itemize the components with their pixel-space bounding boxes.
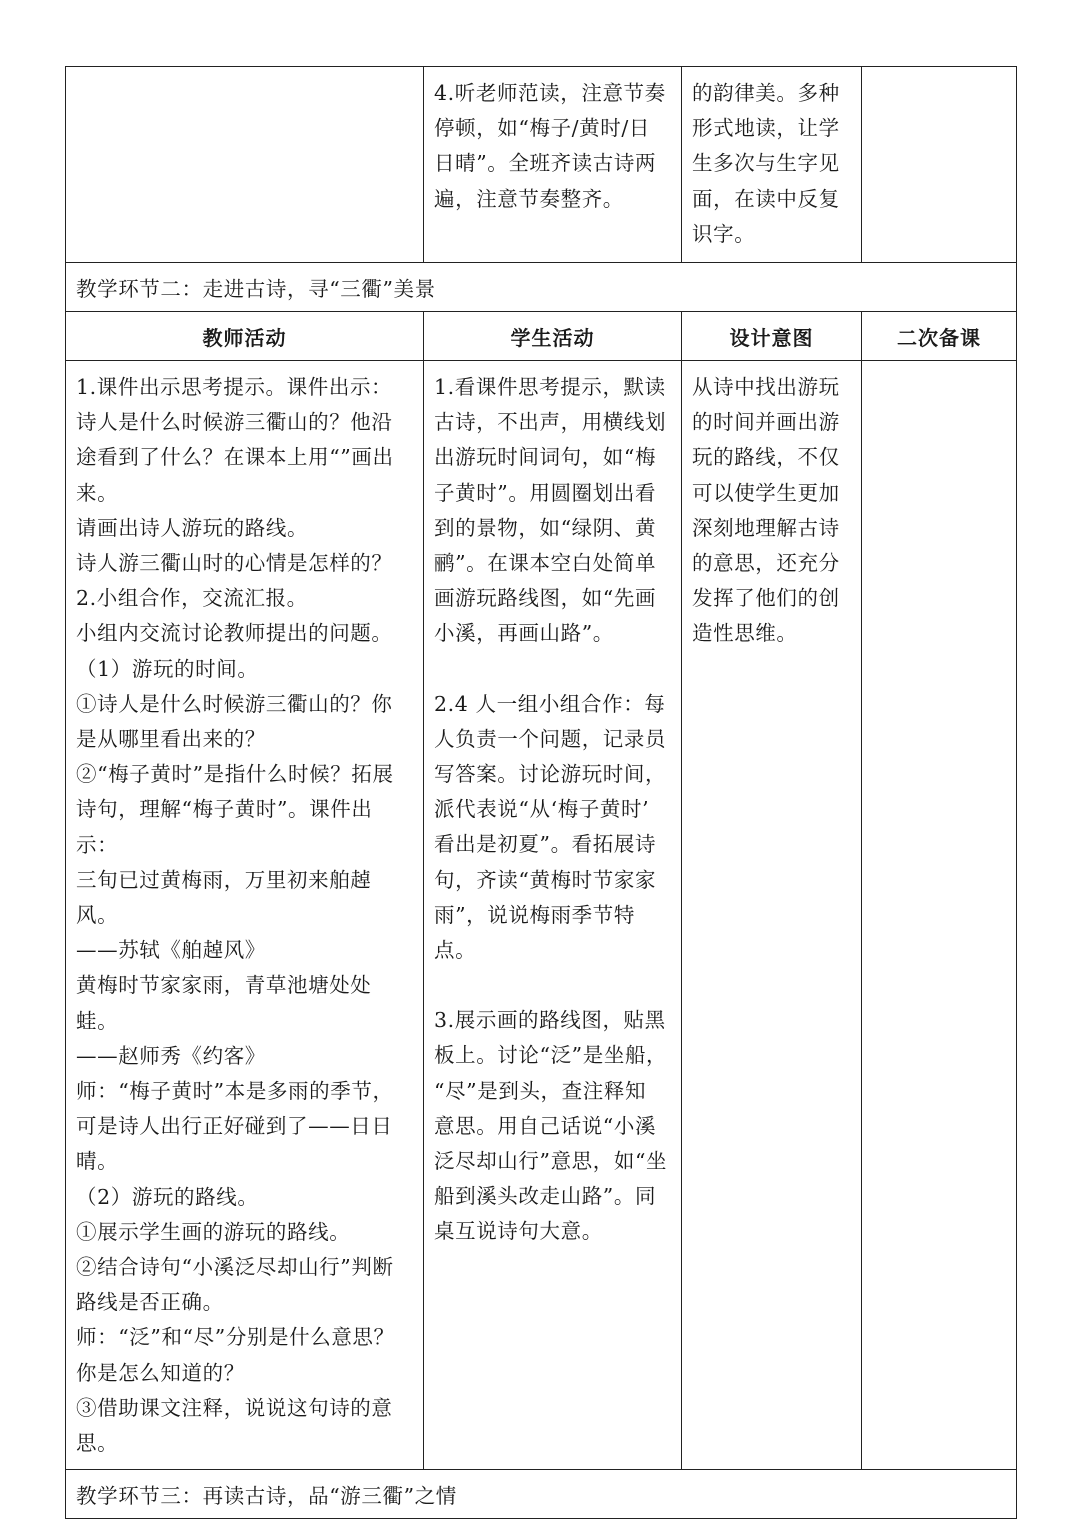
intent-text-top: 的韵律美。多种 形式地读，让学 生多次与生字见 面，在读中反复 识字。 bbox=[692, 81, 840, 246]
prep-cell-top bbox=[862, 67, 1017, 263]
intent-cell-main bbox=[682, 361, 862, 1470]
top-continuation-row bbox=[66, 67, 1017, 263]
lesson-plan-table bbox=[65, 66, 1017, 1519]
teacher-text-main: 1.课件出示思考提示。课件出示： 诗人是什么时候游三衢山的？他沿 途看到了什么？在课本上用“”画出 来。 请画出诗人游玩的路线。 诗人游三衢山时的心情是怎样的？ 2.小组合作，交流汇报。 小组内交流讨论教师提出的问题。 （1）游玩的时间。 ①诗人是什么时候游三衢山的？你 是从哪里看出来的？ ②“梅子黄时”是指什么时候？拓展 诗句，理解“梅子黄时”。课件出示： 三旬已过黄梅雨，万里初来舶趠风。 ——苏轼《舶趠风》 黄梅时节家家雨，青草池塘处处蛙。 ——赵师秀《约客》 师：“梅子黄时”本是多雨的季节， 可是诗人出行正好碰到了——日日 晴。 （2）游玩的路线。 ①展示学生画的游玩的路线。 ②结合诗句“小溪泛尽却山行”判断 路线是否正确。 师：“泛”和“尽”分别是什么意思？ 你是怎么知道的？ ③借助课文注释，说说这句诗的意 思。 bbox=[76, 375, 395, 1456]
prep-cell-main bbox=[862, 361, 1017, 1470]
student-cell-top bbox=[424, 67, 682, 263]
header-teacher: 教师活动 bbox=[66, 312, 424, 361]
student-cell-main bbox=[424, 361, 682, 1470]
student-text-main: 1.看课件思考提示，默读 古诗，不出声，用横线划 出游玩时间词句，如“梅 子黄时”。用圆圈划出看 到的景物，如“绿阴、黄 鹂”。在课本空白处简单 画游玩路线图，如“先画 小溪，再画山路”。 2.4 人一组小组合作：每 人负责一个问题，记录员 写答案。讨论游玩时间， 派代表说“从‘梅子黄时’ 看出是初夏”。看拓展诗 句，齐读“黄梅时节家家 雨”，说说梅雨季节特点。 3.展示画的路线图，贴黑 板上。讨论“泛”是坐船， “尽”是到头，查注释知 意思。用自己话说“小溪 泛尽却山行”意思，如“坐 船到溪头改走山路”。同 桌互说诗句大意。 bbox=[434, 375, 668, 1244]
header-row bbox=[66, 312, 1017, 361]
header-intent: 设计意图 bbox=[682, 312, 862, 361]
main-content-row bbox=[66, 361, 1017, 1470]
header-student: 学生活动 bbox=[424, 312, 682, 361]
teacher-cell-top bbox=[66, 67, 424, 263]
section-three-cell bbox=[66, 1470, 1017, 1519]
student-text-top: 4.听老师范读，注意节奏 停顿，如“梅子/黄时/日 日晴”。全班齐读古诗两 遍，注意节奏整齐。 bbox=[434, 81, 666, 211]
section-two-cell bbox=[66, 263, 1017, 312]
intent-cell-top bbox=[682, 67, 862, 263]
header-prep: 二次备课 bbox=[862, 312, 1017, 361]
section-three-title: 教学环节三：再读古诗，品“游三衢”之情 bbox=[76, 1484, 457, 1509]
section-two-row bbox=[66, 263, 1017, 312]
teacher-cell-main bbox=[66, 361, 424, 1470]
section-two-title: 教学环节二：走进古诗，寻“三衢”美景 bbox=[76, 277, 436, 301]
intent-text-main: 从诗中找出游玩 的时间并画出游 玩的路线，不仅 可以使学生更加 深刻地理解古诗 的意思，还充分 发挥了他们的创 造性思维。 bbox=[692, 375, 840, 646]
section-three-row bbox=[66, 1470, 1017, 1519]
